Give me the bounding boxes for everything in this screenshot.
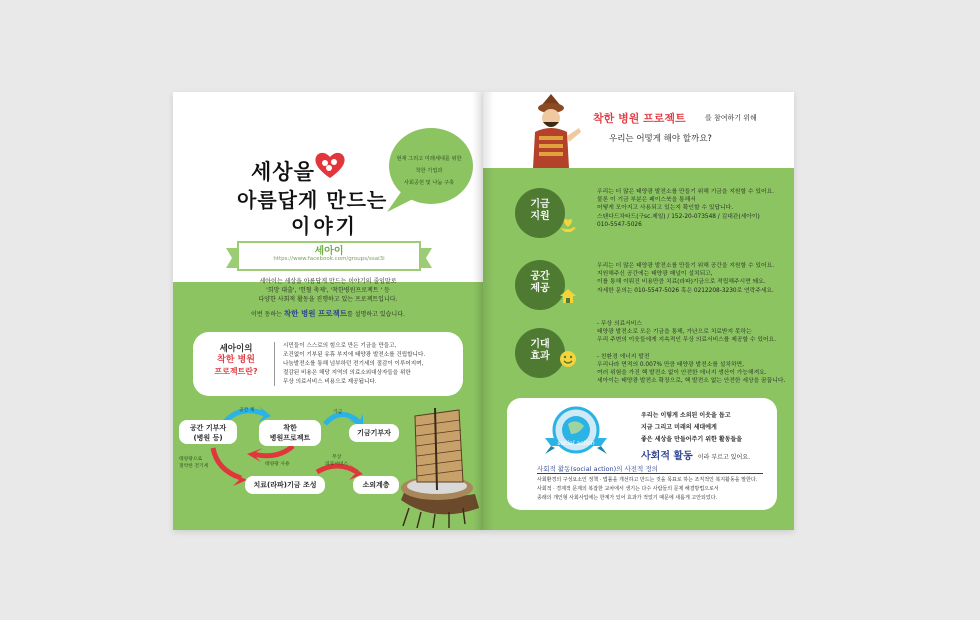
definition-rule bbox=[537, 473, 763, 474]
heart-logo-icon bbox=[313, 150, 347, 180]
intro-emphasis: 착한 병원 프로젝트 bbox=[283, 309, 348, 318]
definition-title: 사회적 활동(social action)의 사전적 정의 bbox=[537, 465, 658, 473]
social-emphasis: 사회적 활동 bbox=[641, 451, 693, 462]
node-space-donor bbox=[179, 420, 237, 444]
node-space-donor-line-1: 공간 기부자 bbox=[189, 424, 227, 432]
turtle-ship-illustration bbox=[395, 404, 481, 528]
qa-divider bbox=[274, 342, 275, 386]
definition-line-1: 사회환경의 구성요소인 정책 · 법률을 개선하고 만드는 것을 목표로 하는 조직적인 복지활동을 말한다. bbox=[537, 477, 758, 483]
banner-url[interactable]: https://www.facebook.com/groups/ssai3i bbox=[273, 256, 385, 262]
house-icon bbox=[559, 288, 577, 304]
general-character-illustration bbox=[521, 92, 581, 168]
social-line-2: 지금 그리고 미래의 세대에게 bbox=[641, 424, 717, 431]
definition-line-2: 사회적 · 경제적 문제의 복잡한 교차에서 생기는 다수 사람들의 문제 해결방법으로서 bbox=[537, 486, 719, 492]
label-saving-line-1: 태양광으로 bbox=[179, 457, 203, 462]
banner-title: 세아이 bbox=[314, 246, 344, 257]
social-emphasis-suffix: 이라 부르고 있어요. bbox=[697, 454, 750, 461]
node-project-line-2: 병원프로젝트 bbox=[269, 434, 311, 442]
label-power: 태양광 사용 bbox=[265, 462, 290, 467]
intro-line-3: 다양한 사회적 활동을 진행하고 있는 프로젝트입니다. bbox=[258, 296, 398, 303]
right-page bbox=[483, 92, 794, 530]
definition-line-3: 종래의 개인형 사회사업에는 한계가 있어 효과가 적었기 때문에 새롭게 고안되었다. bbox=[537, 495, 718, 501]
section-space-label: 공간 제공 bbox=[530, 271, 550, 294]
section-fund-badge bbox=[515, 188, 565, 238]
title-line-3: 이야기 bbox=[291, 214, 358, 238]
slogan-line-1: 현재 그리고 미래세대를 위한 bbox=[396, 156, 462, 162]
social-emphasis-line bbox=[641, 444, 750, 463]
section-effect-label: 기대 효과 bbox=[530, 339, 550, 362]
label-saving-line-2: 절약한 전기세 bbox=[179, 464, 209, 469]
label-space: 공간 제 bbox=[239, 408, 255, 413]
label-fund: 기금 bbox=[333, 410, 343, 415]
section-fund-text: 우리는 더 많은 태양광 발전소를 만들기 위해 기금을 지원할 수 있어요. 물론 이 기금 부분은 페이스북을 통해서 어떻게 모아지고 사용되고 있는지 확인할 수 있답니다. 스탠다드차타드(구sc.제일) / 152-20-073548 / 김대관(세아이) 010-5547-5026 bbox=[597, 189, 775, 228]
emblem-text: social action bbox=[557, 440, 595, 447]
smile-icon bbox=[559, 350, 577, 368]
qa-answer-4: 절감된 비용은 해당 지역의 의료소외대상자들을 위한 bbox=[283, 370, 411, 376]
qa-answer-3: 나눔발전소를 통해 넘부하던 전기세의 절감이 이루어지며, bbox=[283, 361, 424, 367]
node-rapha-fund: 치료(라파)기금 조성 bbox=[245, 476, 325, 494]
right-header-sub: 우리는 어떻게 해야 할까요? bbox=[609, 134, 712, 144]
label-service bbox=[325, 454, 348, 468]
slogan-line-3: 사회공헌 및 나눔 구축 bbox=[403, 180, 455, 186]
title-line-1: 세상을 bbox=[251, 159, 315, 184]
slogan-line-2: 착한 기업과 bbox=[415, 168, 443, 174]
qa-question-2: 착한 병원 bbox=[217, 355, 255, 365]
qa-answer-2: 조건없이 기부된 유휴 부지에 태양광 발전소를 건립합니다. bbox=[283, 352, 426, 358]
label-service-line-2: 의료서비스 bbox=[325, 462, 349, 467]
left-page bbox=[173, 92, 483, 530]
social-line-1: 우리는 이렇게 소외된 이웃을 돕고 bbox=[641, 412, 731, 419]
qa-answer-5: 무상 의료서비스 비용으로 제공됩니다. bbox=[283, 379, 377, 385]
right-header-title: 착한 병원 프로젝트 bbox=[593, 112, 686, 125]
right-header-suffix: 를 참여하기 위해 bbox=[705, 114, 757, 122]
social-line-3: 좋은 세상을 만들어주기 위한 활동들을 bbox=[641, 436, 743, 443]
node-fund-donor: 기금기부자 bbox=[349, 424, 399, 442]
qa-answer-1: 시민들이 스스로의 힘으로 만든 기금을 만들고, bbox=[283, 343, 397, 349]
section-effect-badge bbox=[515, 328, 565, 378]
intro-prefix: 이번 동하는 bbox=[251, 311, 282, 318]
label-service-line-1: 무상 bbox=[331, 455, 342, 460]
node-marginal: 소외계층 bbox=[353, 476, 399, 494]
section-space-badge bbox=[515, 260, 565, 310]
node-project-line-1: 착한 bbox=[283, 424, 297, 432]
section-fund-label: 기금 지원 bbox=[530, 199, 550, 222]
qa-question-3: 프로젝트란? bbox=[214, 367, 258, 376]
node-project bbox=[259, 420, 321, 446]
node-space-donor-line-2: (병원 등) bbox=[193, 434, 223, 442]
intro-suffix: 를 설명하고 있습니다. bbox=[347, 311, 405, 318]
intro-line-2: '희망 대출', '헌혈 축제', '착한병원프로젝트 ' 등 bbox=[266, 287, 390, 294]
intro-line-last bbox=[173, 308, 483, 319]
intro-line-1: 세아이는 세상을 아름답게 만드는 이야기의 줄임말로 bbox=[259, 278, 397, 285]
title-line-2: 아름답게 만드는 bbox=[237, 188, 388, 212]
social-action-emblem bbox=[541, 404, 611, 462]
heart-hand-icon bbox=[559, 218, 577, 234]
label-saving bbox=[179, 456, 208, 470]
section-space-text: 우리는 더 많은 태양광 발전소를 만들기 위해 공간을 지원할 수 있어요. 지원해주신 공간에는 태양광 패널이 설치되고, 이를 통해 이뤄진 비용만큼 치료(라파)기금으로 적립해주시면 돼요. 자세한 문의는 010-5547-5026 혹은 0212208-3230로 연락주세요. bbox=[597, 263, 775, 294]
section-effect-text: - 무상 의료서비스 태양광 발전소로 모은 기금을 통해, 가난으로 치료받지 못하는 우리 주변의 이웃들에게 지속적인 무상 의료서비스를 제공할 수 있어요. - 친환경 에너지 발전 우리나라 면적의 0.007% 만큼 태양광 발전소를 설치하면, 여러 위험을 가진 핵 발전소 없이 안전한 에너지 생산이 가능해져요. 세아이는 태양광 발전소 확장으로, 핵 발전소 없는 안전한 세상을 꿈꿉니다. bbox=[597, 321, 786, 385]
qa-question-1: 세아이의 bbox=[219, 344, 253, 354]
